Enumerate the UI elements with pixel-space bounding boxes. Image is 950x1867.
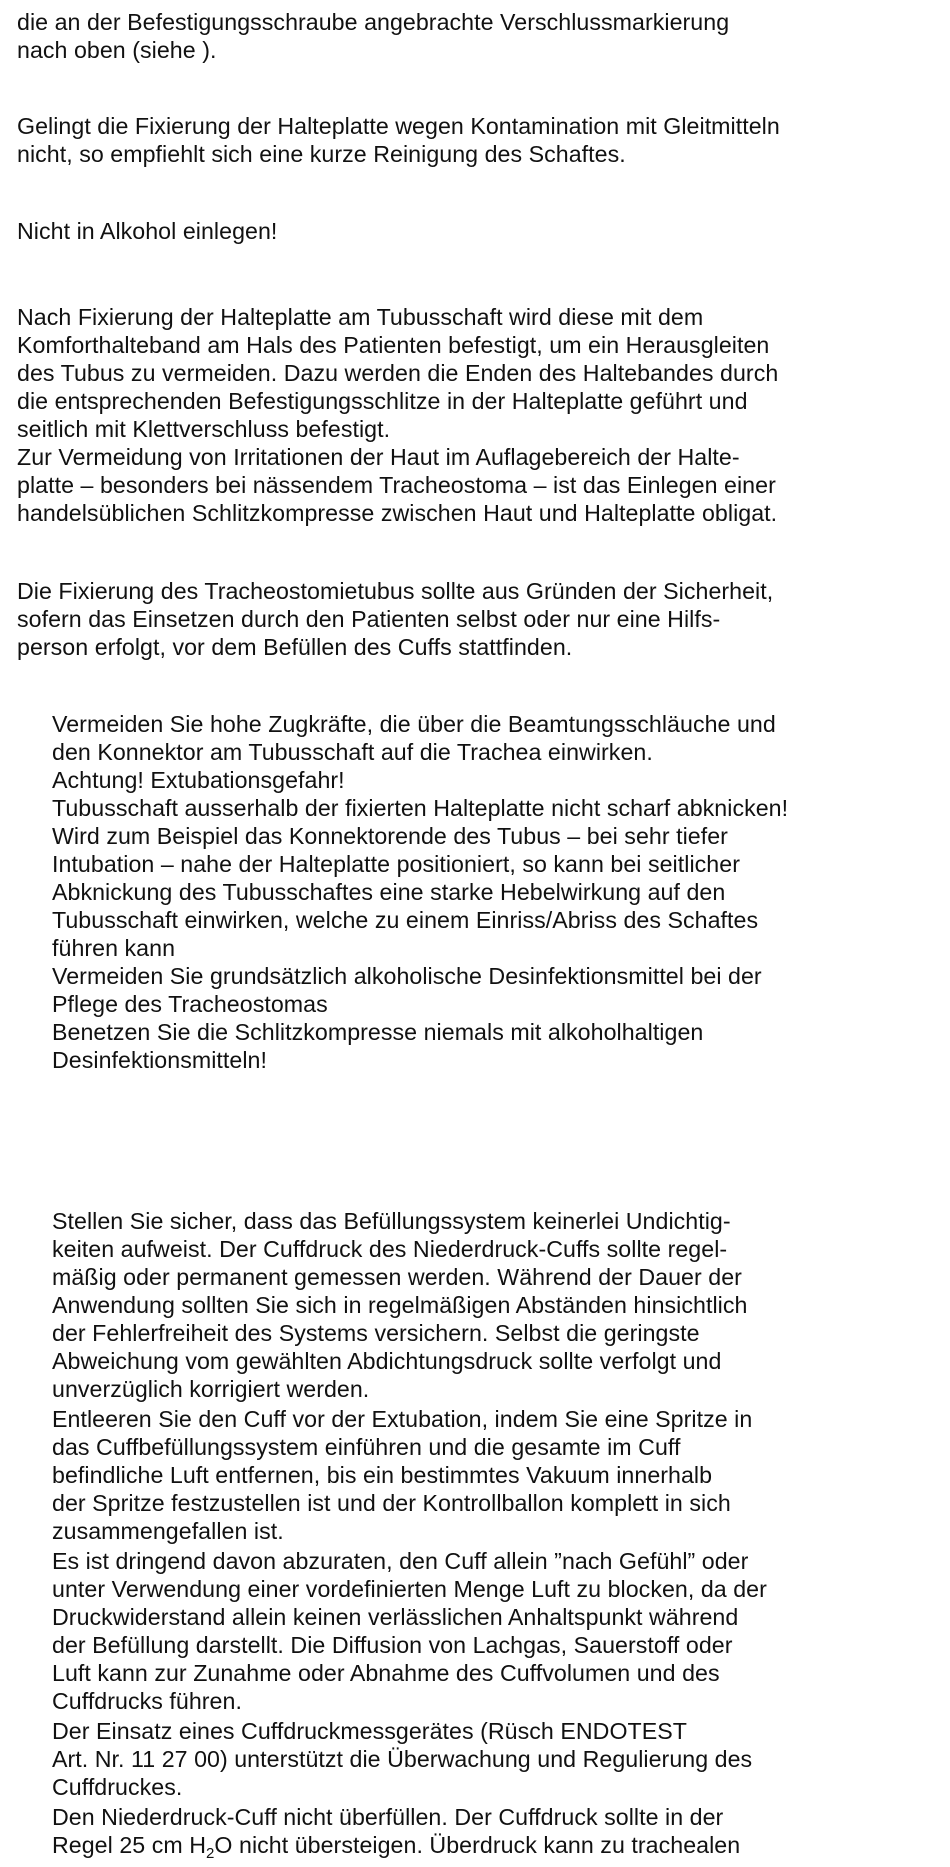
cuff-line [52, 1831, 741, 1862]
cuff-line: Cuffdrucks führen. [52, 1688, 242, 1714]
cuff-line: Entleeren Sie den Cuff vor der Extubation, indem Sie eine Spritze in [52, 1406, 753, 1432]
text-segment: Regel 25 cm H [52, 1832, 207, 1858]
text-line: Die Fixierung des Tracheostomietubus sollte aus Gründen der Sicherheit, [17, 578, 774, 604]
cuff-line: der Fehlerfreiheit des Systems versichern. Selbst die geringste [52, 1320, 700, 1346]
text-line: sofern das Einsetzen durch den Patienten selbst oder nur eine Hilfs- [17, 606, 721, 632]
warning-line: Vermeiden Sie grundsätzlich alkoholische Desinfektionsmittel bei der [52, 963, 762, 989]
text-line: Nicht in Alkohol einlegen! [17, 218, 278, 244]
text-line: handelsüblichen Schlitzkompresse zwischen Haut und Halteplatte obligat. [17, 500, 778, 526]
cuff-line: Den Niederdruck-Cuff nicht überfüllen. Der Cuffdruck sollte in der [52, 1804, 724, 1830]
cuff-line: Der Einsatz eines Cuffdruckmessgerätes (Rüsch ENDOTEST [52, 1718, 687, 1744]
text-line: platte – besonders bei nässendem Tracheostoma – ist das Einlegen einer [17, 472, 776, 498]
text-line: Zur Vermeidung von Irritationen der Haut im Auflagebereich der Halte- [17, 444, 740, 470]
cuff-line: mäßig oder permanent gemessen werden. Während der Dauer der [52, 1264, 742, 1290]
cuff-line: Stellen Sie sicher, dass das Befüllungssystem keinerlei Undichtig- [52, 1208, 731, 1234]
warning-line: Benetzen Sie die Schlitzkompresse niemals mit alkoholhaltigen [52, 1019, 704, 1045]
cuff-line: keiten aufweist. Der Cuffdruck des Niederdruck-Cuffs sollte regel- [52, 1236, 728, 1262]
text-line: person erfolgt, vor dem Befüllen des Cuffs stattfinden. [17, 634, 573, 660]
cuff-line: das Cuffbefüllungssystem einführen und die gesamte im Cuff [52, 1434, 681, 1460]
text-line: seitlich mit Klettverschluss befestigt. [17, 416, 391, 442]
text-line: die entsprechenden Befestigungsschlitze in der Halteplatte geführt und [17, 388, 748, 414]
cuff-line: zusammengefallen ist. [52, 1518, 284, 1544]
warning-line: den Konnektor am Tubusschaft auf die Trachea einwirken. [52, 739, 653, 765]
text-line: Komforthalteband am Hals des Patienten befestigt, um ein Herausgleiten [17, 332, 770, 358]
warning-line: Abknickung des Tubusschaftes eine starke Hebelwirkung auf den [52, 879, 726, 905]
text-line: die an der Befestigungsschraube angebrachte Verschlussmarkierung [17, 9, 730, 35]
cuff-line: unter Verwendung einer vordefinierten Menge Luft zu blocken, da der [52, 1576, 767, 1602]
text-line: Gelingt die Fixierung der Halteplatte wegen Kontamination mit Gleitmitteln [17, 113, 780, 139]
warning-line: Achtung! Extubationsgefahr! [52, 767, 345, 793]
cuff-line: Art. Nr. 11 27 00) unterstützt die Überwachung und Regulierung des [52, 1746, 753, 1772]
cuff-line: Abweichung vom gewählten Abdichtungsdruck sollte verfolgt und [52, 1348, 722, 1374]
warning-line: Intubation – nahe der Halteplatte positioniert, so kann bei seitlicher [52, 851, 740, 877]
cuff-line: Druckwiderstand allein keinen verlässlichen Anhaltspunkt während [52, 1604, 739, 1630]
cuff-line: der Spritze festzustellen ist und der Kontrollballon komplett in sich [52, 1490, 731, 1516]
cuff-line: befindliche Luft entfernen, bis ein bestimmtes Vakuum innerhalb [52, 1462, 713, 1488]
cuff-line: Cuffdruckes. [52, 1774, 183, 1800]
warning-line: Desinfektionsmitteln! [52, 1047, 267, 1073]
cuff-line: Luft kann zur Zunahme oder Abnahme des Cuffvolumen und des [52, 1660, 720, 1686]
warning-line: führen kann [52, 935, 176, 961]
cuff-line: unverzüglich korrigiert werden. [52, 1376, 370, 1402]
warning-line: Vermeiden Sie hohe Zugkräfte, die über die Beamtungsschläuche und [52, 711, 776, 737]
text-line: Nach Fixierung der Halteplatte am Tubusschaft wird diese mit dem [17, 304, 704, 330]
warning-line: Wird zum Beispiel das Konnektorende des Tubus – bei sehr tiefer [52, 823, 728, 849]
text-segment: O nicht übersteigen. Überdruck kann zu trachealen [214, 1832, 741, 1858]
text-line: nach oben (siehe ). [17, 37, 217, 63]
warning-line: Tubusschaft ausserhalb der fixierten Halteplatte nicht scharf abknicken! [52, 795, 789, 821]
warning-line: Tubusschaft einwirken, welche zu einem Einriss/Abriss des Schaftes [52, 907, 759, 933]
text-line: nicht, so empfiehlt sich eine kurze Reinigung des Schaftes. [17, 141, 626, 167]
text-line: des Tubus zu vermeiden. Dazu werden die Enden des Haltebandes durch [17, 360, 779, 386]
subscript-2: 2 [206, 1845, 215, 1862]
cuff-line: Anwendung sollten Sie sich in regelmäßigen Abständen hinsichtlich [52, 1292, 748, 1318]
cuff-line: der Befüllung darstellt. Die Diffusion von Lachgas, Sauerstoff oder [52, 1632, 733, 1658]
cuff-line: Es ist dringend davon abzuraten, den Cuff allein ”nach Gefühl” oder [52, 1548, 749, 1574]
warning-line: Pflege des Tracheostomas [52, 991, 328, 1017]
